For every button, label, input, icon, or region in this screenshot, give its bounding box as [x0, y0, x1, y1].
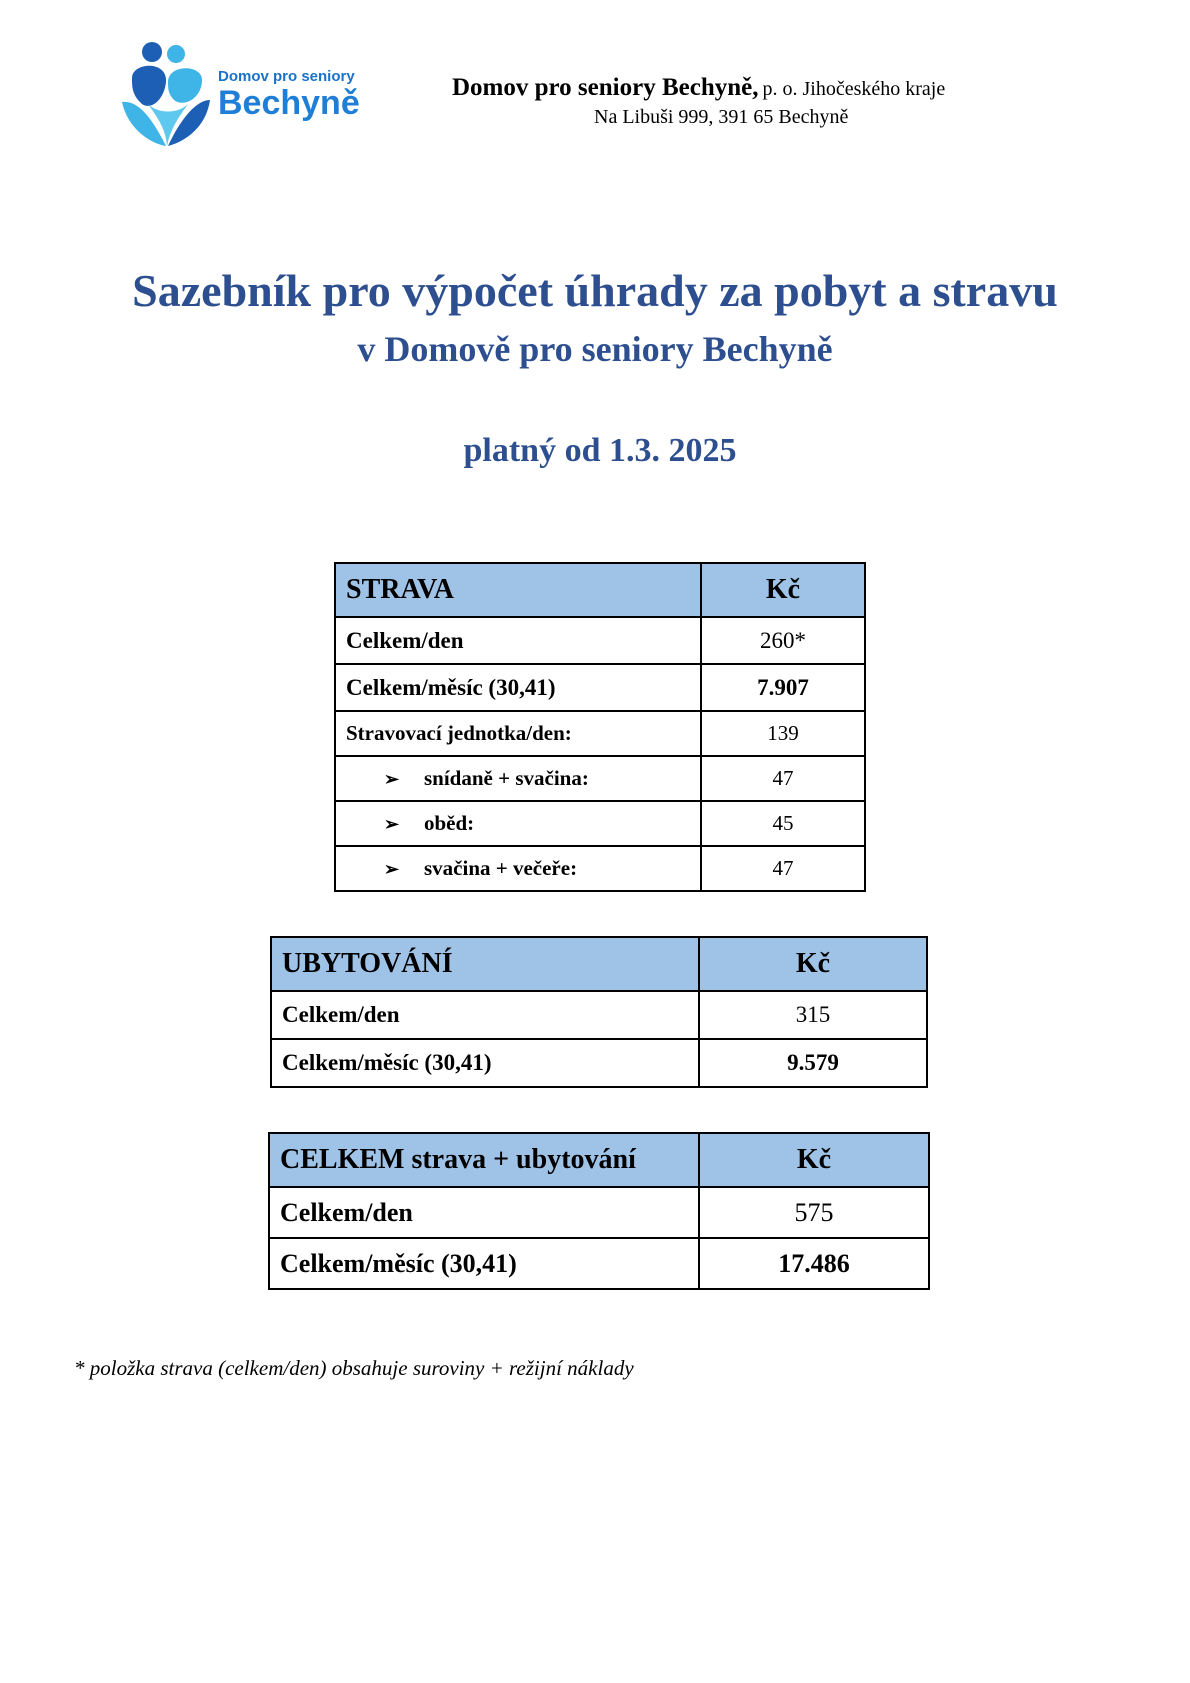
table-row	[271, 1039, 927, 1087]
arrow-bullet-icon: ➢	[384, 859, 400, 879]
celkem-table	[268, 1132, 930, 1290]
table-row	[335, 711, 865, 756]
logo	[118, 42, 368, 154]
table-header-currency: Kč	[699, 1133, 929, 1187]
row-value: 575	[699, 1187, 929, 1238]
table-row	[271, 991, 927, 1039]
logo-text	[218, 68, 360, 121]
ubytovani-table	[270, 936, 928, 1088]
row-value: 315	[699, 991, 927, 1039]
row-value: 47	[701, 846, 865, 891]
table-header-currency: Kč	[699, 937, 927, 991]
table-row	[269, 1238, 929, 1289]
row-value: 7.907	[701, 664, 865, 711]
strava-table	[334, 562, 866, 892]
row-value: 9.579	[699, 1039, 927, 1087]
row-label	[335, 846, 701, 891]
table-header-row	[269, 1133, 929, 1187]
table-header-label: CELKEM strava + ubytování	[269, 1133, 699, 1187]
logo-line1: Domov pro seniory	[218, 68, 355, 85]
table-row	[335, 756, 865, 801]
page-subtitle: v Domově pro seniory Bechyně	[357, 329, 833, 369]
row-value: 17.486	[699, 1238, 929, 1289]
organization	[452, 74, 1012, 102]
row-label: Celkem/den	[335, 617, 701, 664]
row-label	[335, 756, 701, 801]
row-label: Celkem/den	[271, 991, 699, 1039]
table-header-label: STRAVA	[335, 563, 701, 617]
arrow-bullet-icon: ➢	[384, 769, 400, 789]
footnote: * položka strava (celkem/den) obsahuje suroviny + režijní náklady	[74, 1356, 634, 1380]
table-row	[335, 617, 865, 664]
table-header-row	[335, 563, 865, 617]
row-value: 45	[701, 801, 865, 846]
row-label: Celkem/měsíc (30,41)	[335, 664, 701, 711]
row-label: Celkem/měsíc (30,41)	[271, 1039, 699, 1087]
row-value: 260*	[701, 617, 865, 664]
row-label: Celkem/den	[269, 1187, 699, 1238]
table-header-row	[271, 937, 927, 991]
table-header-currency: Kč	[701, 563, 865, 617]
row-value: 47	[701, 756, 865, 801]
sub-row-label: oběd:	[424, 811, 475, 835]
table-row	[335, 801, 865, 846]
table-header-label: UBYTOVÁNÍ	[271, 937, 699, 991]
org-address: Na Libuši 999, 391 65 Bechyně	[594, 106, 849, 128]
row-label: Stravovací jednotka/den:	[335, 711, 701, 756]
org-suffix: p. o. Jihočeského kraje	[762, 78, 946, 100]
arrow-bullet-icon: ➢	[384, 814, 400, 834]
row-label: Celkem/měsíc (30,41)	[269, 1238, 699, 1289]
sub-row-label: svačina + večeře:	[424, 856, 578, 880]
org-name: Domov pro seniory Bechyně,	[452, 74, 759, 101]
sub-row-label: snídaně + svačina:	[424, 766, 589, 790]
table-row	[335, 664, 865, 711]
row-label	[335, 801, 701, 846]
table-row	[335, 846, 865, 891]
logo-mark-icon	[118, 42, 218, 154]
page-title: Sazebník pro výpočet úhrady za pobyt a stravu	[132, 265, 1058, 316]
valid-from: platný od 1.3. 2025	[463, 432, 737, 469]
row-value: 139	[701, 711, 865, 756]
logo-line2: Bechyně	[218, 84, 360, 122]
table-row	[269, 1187, 929, 1238]
